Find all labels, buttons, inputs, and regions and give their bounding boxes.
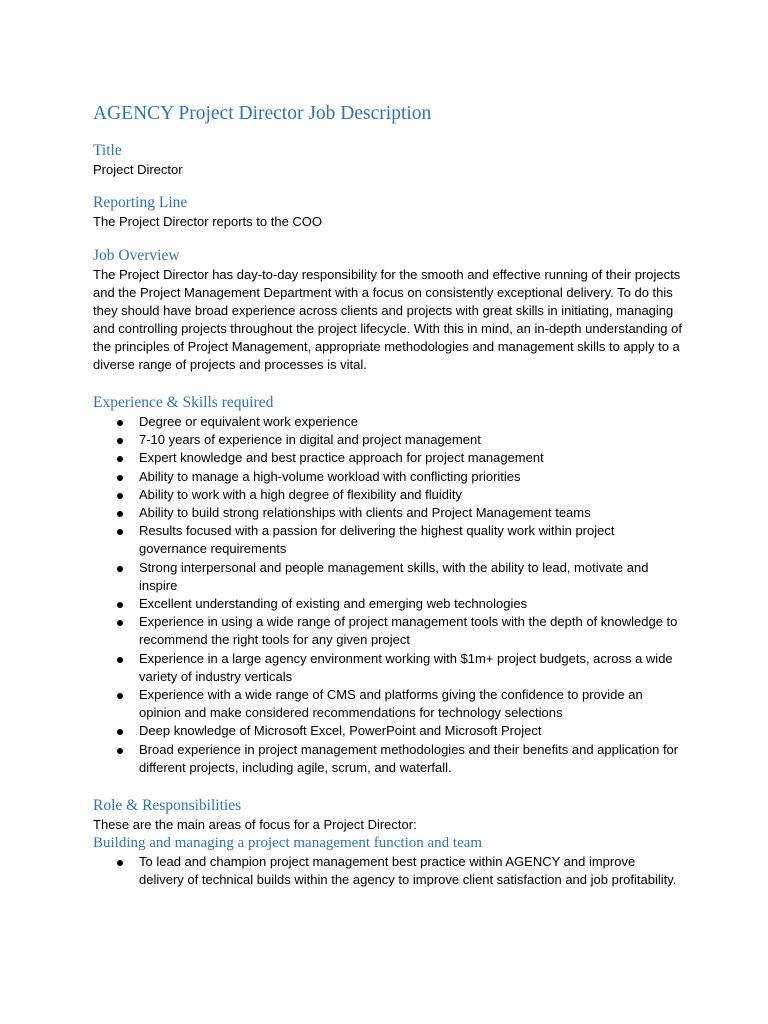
bullet-icon <box>117 511 123 517</box>
subheading-building-managing: Building and managing a project management function and team <box>93 835 483 852</box>
list-item <box>139 853 683 889</box>
list-item-text: 7-10 years of experience in digital and project management <box>139 432 481 448</box>
list-item <box>139 468 683 486</box>
bullet-icon <box>117 475 123 481</box>
list-item <box>139 559 683 595</box>
list-item <box>139 595 683 613</box>
list-item-text: Strong interpersonal and people management skills, with the ability to lead, motivate and inspire <box>139 559 649 593</box>
bullet-icon <box>117 729 123 735</box>
bullet-icon <box>117 620 123 626</box>
list-item-text: Broad experience in project management methodologies and their benefits and application for different projects, including agile, scrum, and waterfall. <box>139 741 679 775</box>
list-item-text: Results focused with a passion for delivering the highest quality work within project governance requirements <box>139 523 615 557</box>
section-job-overview <box>93 246 683 374</box>
list-item <box>139 413 683 431</box>
list-item <box>139 686 683 722</box>
list-item <box>139 741 683 777</box>
bullet-icon <box>117 438 123 444</box>
list-item <box>139 722 683 740</box>
bullet-icon <box>117 748 123 754</box>
bullet-icon <box>117 529 123 535</box>
job-overview-paragraph: The Project Director has day-to-day responsibility for the smooth and effective running of their projects and the Project Management Department with a focus on consistently exceptional delivery. To do this they should have broad experience across clients and projects with great skills in initiating, managing and controlling projects throughout the project lifecycle. With this in mind, an in-depth understanding of the principles of Project Management, appropriate methodologies and management skills to apply to a diverse range of projects and processes is vital. <box>93 267 682 372</box>
list-item <box>139 504 683 522</box>
bullet-icon <box>117 566 123 572</box>
bullet-icon <box>117 456 123 462</box>
bullet-icon <box>117 693 123 699</box>
list-item-text: Ability to manage a high-volume workload with conflicting priorities <box>139 468 521 484</box>
section-experience-skills <box>93 393 683 777</box>
document-content <box>93 101 683 900</box>
section-role-responsibilities <box>93 796 683 889</box>
section-reporting-line <box>93 193 683 231</box>
list-item <box>139 613 683 649</box>
section-heading-experience-skills: Experience & Skills required <box>93 394 274 411</box>
list-item-text: Expert knowledge and best practice approach for project management <box>139 450 544 466</box>
list-item-text: Experience with a wide range of CMS and platforms giving the confidence to provide an opinion and make considered recommendations for technology selections <box>139 687 643 721</box>
list-item-text: Degree or equivalent work experience <box>139 414 358 429</box>
bullet-icon <box>117 602 123 608</box>
job-title-text: Project Director <box>93 162 183 177</box>
list-item <box>139 486 683 504</box>
section-title <box>93 141 683 179</box>
list-item-text: To lead and champion project management best practice within AGENCY and improve delivery of technical builds within the agency to improve client satisfaction and job profitability. <box>139 854 677 888</box>
list-item <box>139 522 683 558</box>
list-item <box>139 449 683 467</box>
reporting-line-text: The Project Director reports to the COO <box>93 214 323 229</box>
list-item-text: Experience in using a wide range of project management tools with the depth of knowledge to recommend the right tools for any given project <box>139 614 678 648</box>
list-item-text: Deep knowledge of Microsoft Excel, PowerPoint and Microsoft Project <box>139 723 542 739</box>
bullet-icon <box>117 860 123 866</box>
section-heading-role-responsibilities: Role & Responsibilities <box>93 797 242 815</box>
bullet-icon <box>117 493 123 499</box>
experience-skills-list <box>93 413 683 777</box>
list-item-text: Excellent understanding of existing and emerging web technologies <box>139 596 528 612</box>
section-heading-reporting-line: Reporting Line <box>93 194 188 211</box>
bullet-icon <box>117 420 123 426</box>
section-heading-job-overview: Job Overview <box>93 247 180 264</box>
bullet-icon <box>117 657 123 663</box>
list-item <box>139 650 683 686</box>
list-item-text: Ability to build strong relationships with clients and Project Management teams <box>139 505 591 521</box>
list-item-text: Experience in a large agency environment working with $1m+ project budgets, across a wide variety of industry verticals <box>139 650 673 684</box>
responsibilities-list <box>93 853 683 889</box>
section-heading-title: Title <box>93 142 122 159</box>
document-title: AGENCY Project Director Job Description <box>93 103 432 124</box>
list-item-text: Ability to work with a high degree of flexibility and fluidity <box>139 486 462 502</box>
role-responsibilities-intro: These are the main areas of focus for a Project Director: <box>93 817 417 833</box>
list-item <box>139 431 683 449</box>
